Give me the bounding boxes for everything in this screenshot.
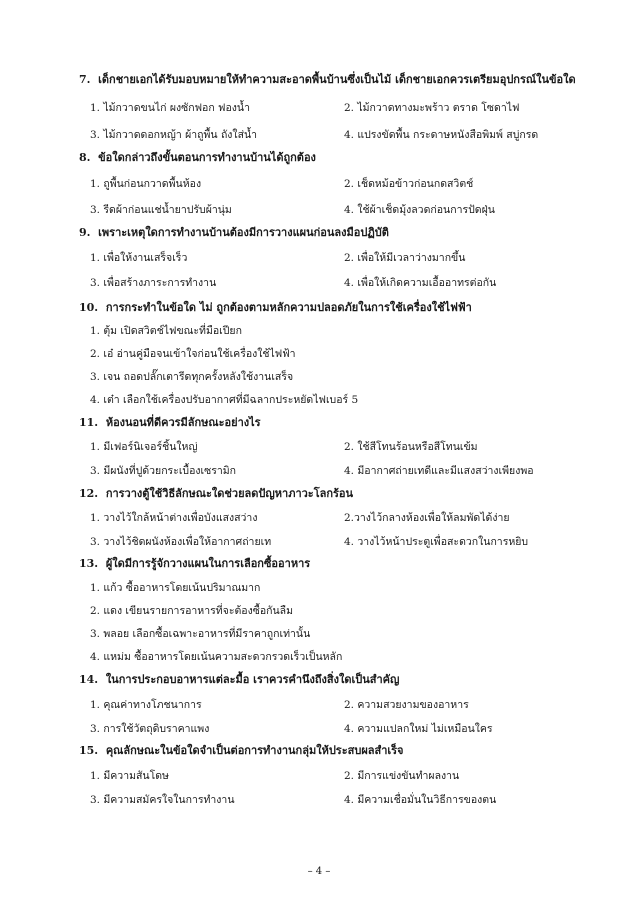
question-text: ห้องนอนที่ดีควรมีลักษณะอย่างไร [105, 416, 261, 429]
question-13 [79, 557, 599, 571]
option-11-4[interactable]: 4. มีอากาศถ่ายเทดีและมีแสงสว่างเพียงพอ [344, 465, 534, 477]
option-9-3[interactable]: 3. เพื่อสร้างภาระการทำงาน [90, 277, 217, 289]
option-14-3[interactable]: 3. การใช้วัตถุดิบราคาแพง [90, 723, 210, 735]
option-7-4[interactable]: 4. แปรงขัดพื้น กระดาษหนังสือพิมพ์ สบู่กรด [344, 129, 539, 141]
question-text: ข้อใดกล่าวถึงขั้นตอนการทำงานบ้านได้ถูกต้อง [98, 151, 316, 164]
question-number: 7. [79, 73, 91, 86]
option-7-1[interactable]: 1. ไม้กวาดขนไก่ ผงซักฟอก ฟองน้ำ [90, 102, 250, 114]
option-8-1[interactable]: 1. ถูพื้นก่อนกวาดพื้นห้อง [90, 178, 202, 190]
option-10-4[interactable]: 4. เต๋า เลือกใช้เครื่องปรับอากาศที่มีฉลากประหยัดไฟเบอร์ 5 [90, 394, 359, 406]
option-7-2[interactable]: 2. ไม้กวาดทางมะพร้าว ตราด โซดาไฟ [344, 102, 520, 114]
question-text: การวางตู้ใช้วิธีลักษณะใดช่วยลดปัญหาภาวะโลกร้อน [105, 487, 354, 500]
question-number: 14. [79, 673, 99, 686]
question-number: 15. [79, 744, 99, 757]
option-12-1[interactable]: 1. วางไว้ใกล้หน้าต่างเพื่อบังแสงสว่าง [90, 512, 258, 524]
option-13-1[interactable]: 1. แก้ว ซื้ออาหารโดยเน้นปริมาณมาก [90, 582, 261, 594]
option-11-1[interactable]: 1. มีเฟอร์นิเจอร์ชิ้นใหญ่ [90, 441, 198, 453]
question-10 [79, 301, 599, 315]
question-12 [79, 487, 599, 501]
option-8-2[interactable]: 2. เช็ดหม้อข้าวก่อนกดสวิตช์ [344, 178, 474, 190]
question-text: เพราะเหตุใดการทำงานบ้านต้องมีการวางแผนก่อนลงมือปฏิบัติ [98, 226, 389, 239]
option-13-2[interactable]: 2. แดง เขียนรายการอาหารที่จะต้องซื้อกันลืม [90, 605, 294, 617]
question-number: 8. [79, 151, 91, 164]
question-text: ในการประกอบอาหารแต่ละมื้อ เราควรคำนึงถึงสิ่งใดเป็นสำคัญ [105, 673, 400, 686]
question-number: 13. [79, 557, 99, 570]
question-8 [79, 151, 599, 165]
option-11-2[interactable]: 2. ใช้สีโทนร้อนหรือสีโทนเข้ม [344, 441, 478, 453]
question-11 [79, 416, 599, 430]
question-9 [79, 226, 599, 240]
option-10-3[interactable]: 3. เจน ถอดปลั๊กเตารีดทุกครั้งหลังใช้งานเสร็จ [90, 371, 294, 383]
question-text: เด็กชายเอกได้รับมอบหมายให้ทำความสะอาดพื้นบ้านซึ่งเป็นไม้ เด็กชายเอกควรเตรียมอุปกรณ์ในข้อใด [98, 73, 576, 86]
option-7-3[interactable]: 3. ไม้กวาดดอกหญ้า ผ้าถูพื้น ถังใส่น้ำ [90, 129, 258, 141]
page-number: – 4 – [307, 866, 331, 877]
option-11-3[interactable]: 3. มีผนังที่ปูด้วยกระเบื้องเซรามิก [90, 465, 237, 477]
option-9-2[interactable]: 2. เพื่อให้มีเวลาว่างมากขึ้น [344, 252, 466, 264]
question-text: การกระทำในข้อใด ไม่ ถูกต้องตามหลักความปลอดภัยในการใช้เครื่องใช้ไฟฟ้า [105, 301, 472, 314]
option-9-1[interactable]: 1. เพื่อให้งานเสร็จเร็ว [90, 252, 188, 264]
option-14-2[interactable]: 2. ความสวยงามของอาหาร [344, 699, 469, 711]
option-9-4[interactable]: 4. เพื่อให้เกิดความเอื้ออาทรต่อกัน [344, 277, 497, 289]
question-text: คุณลักษณะในข้อใดจำเป็นต่อการทำงานกลุ่มให้ประสบผลสำเร็จ [105, 744, 404, 757]
option-14-4[interactable]: 4. ความแปลกใหม่ ไม่เหมือนใคร [344, 723, 493, 735]
option-12-3[interactable]: 3. วางไว้ชิดผนังห้องเพื่อให้อากาศถ่ายเท [90, 536, 272, 548]
option-15-2[interactable]: 2. มีการแข่งขันทำผลงาน [344, 770, 460, 782]
option-15-3[interactable]: 3. มีความสมัครใจในการทำงาน [90, 794, 235, 806]
question-text: ผู้ใดมีการรู้จักวางแผนในการเลือกซื้ออาหาร [105, 557, 311, 570]
option-15-1[interactable]: 1. มีความสันโดษ [90, 770, 169, 782]
question-15 [79, 744, 599, 758]
question-number: 11. [79, 416, 99, 429]
question-number: 9. [79, 226, 91, 239]
option-10-2[interactable]: 2. เอ๋ อ่านคู่มือจนเข้าใจก่อนใช้เครื่องใช้ไฟฟ้า [90, 348, 296, 360]
option-12-4[interactable]: 4. วางไว้หน้าประตูเพื่อสะดวกในการหยิบ [344, 536, 529, 548]
option-13-3[interactable]: 3. พลอย เลือกซื้อเฉพาะอาหารที่มีราคาถูกเท่านั้น [90, 628, 311, 640]
option-8-3[interactable]: 3. รีดผ้าก่อนแช่น้ำยาปรับผ้านุ่ม [90, 204, 232, 216]
option-13-4[interactable]: 4. แหม่ม ซื้ออาหารโดยเน้นความสะดวกรวดเร็วเป็นหลัก [90, 651, 343, 663]
option-14-1[interactable]: 1. คุณค่าทางโภชนาการ [90, 699, 202, 711]
question-7 [79, 73, 599, 87]
question-number: 12. [79, 487, 99, 500]
option-12-2[interactable]: 2.วางไว้กลางห้องเพื่อให้ลมพัดได้ง่าย [344, 512, 510, 524]
question-14 [79, 673, 599, 687]
question-number: 10. [79, 301, 99, 314]
option-8-4[interactable]: 4. ใช้ผ้าเช็ดมุ้งลวดก่อนการปัดฝุ่น [344, 204, 495, 216]
option-15-4[interactable]: 4. มีความเชื่อมั่นในวิธีการของตน [344, 794, 497, 806]
option-10-1[interactable]: 1. ตุ้ม เปิดสวิตช์ไฟขณะที่มือเปียก [90, 325, 242, 337]
